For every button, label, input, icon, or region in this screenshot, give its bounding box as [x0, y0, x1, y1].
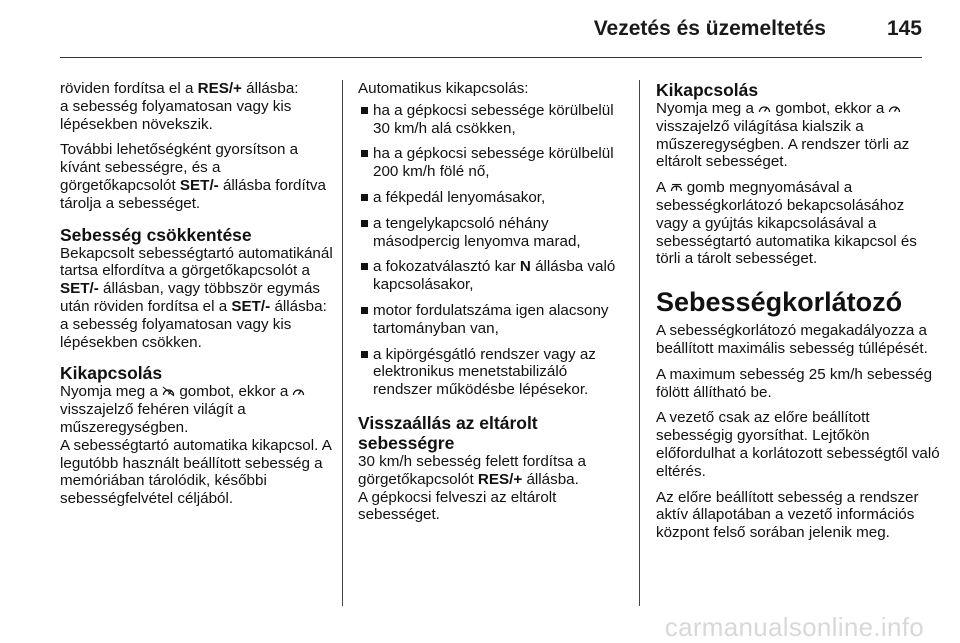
column-divider-2 [639, 80, 640, 606]
paragraph-limiter-3: A vezető csak az előre beállított sebességig gyorsíthat. Lejtőkön előfordulhat a korlátozott sebességtől való eltérés. [656, 409, 940, 480]
paragraph-deactivation-2: Nyomja meg a gombot, ekkor a visszajelző világítása kialszik a műszeregységben. A rendszer törli az eltárolt sebességet. [656, 100, 910, 171]
column-middle [358, 80, 630, 532]
cruise-control-cancel-icon [162, 384, 175, 395]
heading-speed-decrease: Sebesség csökkentése [60, 224, 252, 245]
cruise-control-indicator-icon [888, 101, 901, 112]
page-header [0, 0, 960, 60]
heading-speed-limiter: Sebességkorlátozó [656, 287, 903, 318]
paragraph-limiter-4: Az előre beállított sebesség a rendszer aktív állapotában a vezető információs központ felső sorában jelenik meg. [656, 488, 919, 542]
header-divider [60, 57, 922, 58]
list-item: a kipörgésgátló rendszer vagy az elektronikus menetstabilizáló rendszer működésbe lépésekor. [358, 346, 630, 399]
paragraph-increase: röviden fordítsa el a RES/+ állásba: a sebesség folyamatosan vagy kis lépésekben növekszik. [60, 80, 299, 133]
paragraph-decrease: Bekapcsolt sebességtartó automatikánál tartsa elfordítva a görgetőkapcsolót a SET/- állásban, vagy többször egymás után röviden fordítsa el a SET/- állásba: a sebesség folyamatosan vagy kis lépésekben csökken. [60, 244, 333, 351]
cruise-control-indicator-icon [292, 384, 305, 395]
paragraph-restore: 30 km/h sebesség felett fordítsa a görgetőkapcsolót RES/+ állásba. A gépkocsi felveszi az eltárolt sebességet. [358, 452, 586, 524]
list-item: a fokozatválasztó kar N állásba való kapcsolásakor, [358, 258, 630, 294]
heading-deactivation: Kikapcsolás [60, 363, 163, 384]
paragraph-limiter-button: A gomb megnyomásával a sebességkorlátozó bekapcsolásához vagy a gyújtás kikapcsolásával a sebességtartó automatika kikapcsol és törli a tárolt sebességet. [656, 179, 917, 268]
list-item: ha a gépkocsi sebessége körülbelül 200 km/h fölé nő, [358, 145, 630, 181]
speed-limiter-icon [670, 180, 683, 191]
auto-off-intro: Automatikus kikapcsolás: [358, 80, 529, 97]
auto-off-list [358, 102, 630, 399]
column-divider-1 [342, 80, 343, 606]
heading-deactivation-2: Kikapcsolás [656, 80, 759, 100]
list-item: a tengelykapcsoló néhány másodpercig lenyomva marad, [358, 215, 630, 251]
cruise-control-indicator-icon [758, 101, 771, 112]
list-item: motor fordulatszáma igen alacsony tartományban van, [358, 302, 630, 338]
list-item: ha a gépkocsi sebessége körülbelül 30 km/h alá csökken, [358, 102, 630, 138]
paragraph-accelerate: További lehetőségként gyorsítson a kívánt sebességre, és a görgetőkapcsolót SET/- állásba fordítva tárolja a sebességet. [60, 141, 326, 212]
paragraph-deactivation: Nyomja meg a gombot, ekkor a visszajelző fehéren világít a műszeregységben. A sebességtartó automatika kikapcsol. A legutóbb használt beállított sebesség a memóriában tárolódik, későbbi sebességfelvétel céljából. [60, 383, 331, 508]
column-left [60, 80, 334, 516]
watermark: carmanualsonline.info [664, 612, 924, 642]
list-item: a fékpedál lenyomásakor, [358, 189, 630, 207]
heading-restore-speed: Visszaállás az eltárolt sebességre [358, 412, 538, 453]
page-number: 145 [886, 17, 922, 40]
paragraph-limiter-2: A maximum sebesség 25 km/h sebesség fölött állítható be. [656, 365, 933, 401]
paragraph-limiter-1: A sebességkorlátozó megakadályozza a beállított maximális sebesség túllépését. [656, 322, 928, 357]
section-title: Vezetés és üzemeltetés [593, 17, 826, 40]
column-right [656, 80, 940, 550]
